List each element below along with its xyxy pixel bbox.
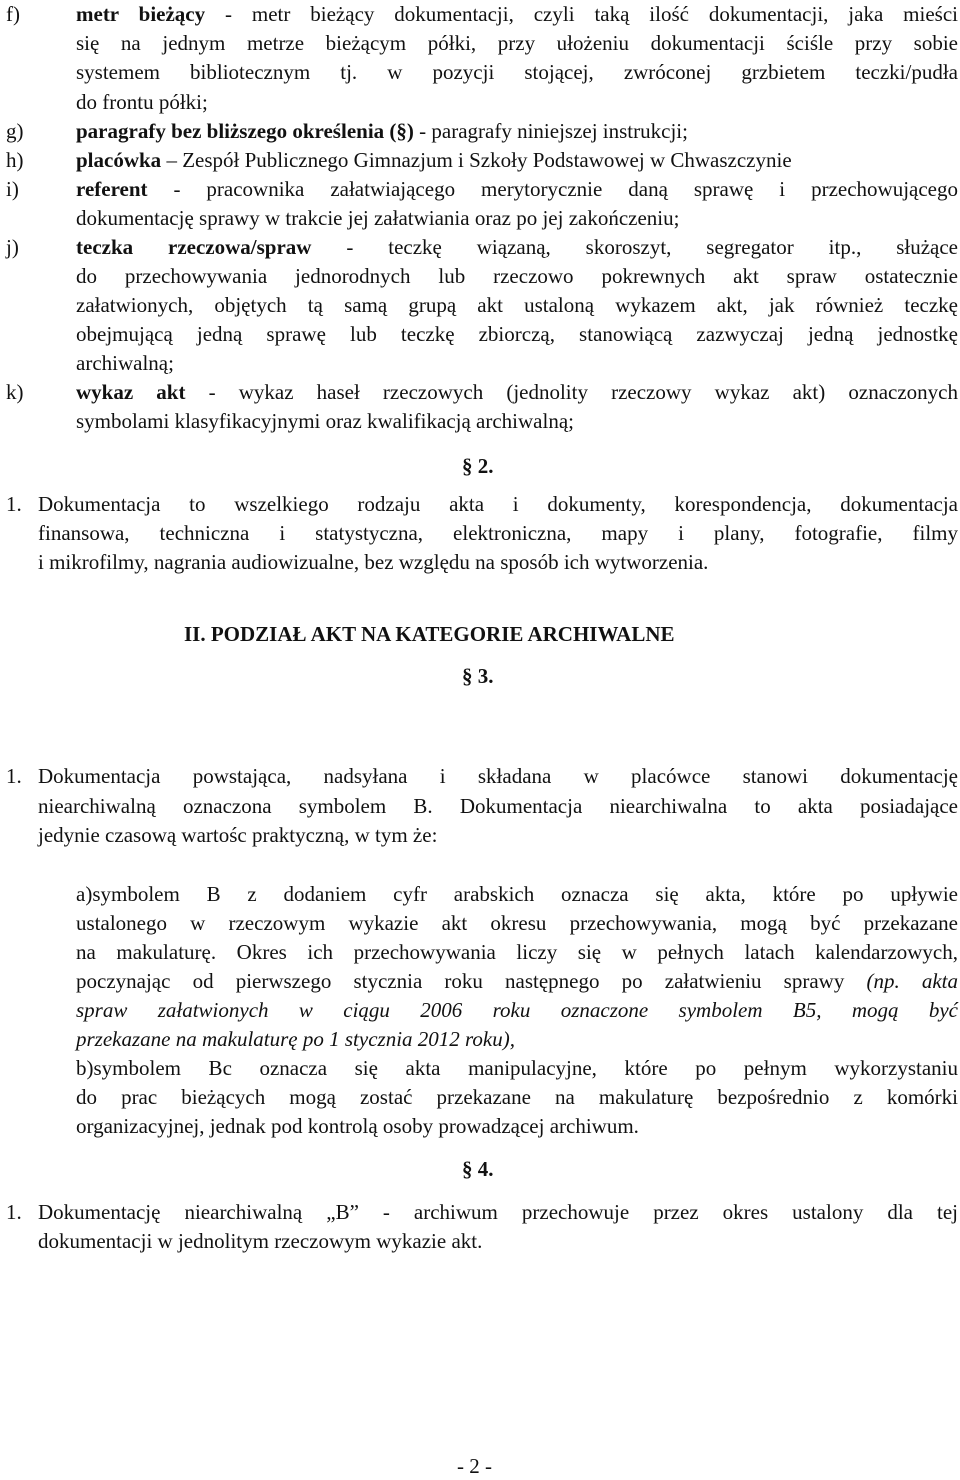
term-wykaz-akt: wykaz akt <box>76 380 186 404</box>
item-g-line <box>76 117 688 145</box>
item-label-h: h) <box>6 148 24 172</box>
item-k-line <box>76 378 958 406</box>
section-2-line: i mikrofilmy, nagrania audiowizualne, bez względu na sposób ich wytworzenia. <box>38 550 709 574</box>
item-k-text: - wykaz haseł rzeczowych (jednolity rzeczowy wykaz akt) oznaczonych <box>185 380 958 404</box>
term-teczka: teczka rzeczowa/spraw <box>76 235 312 259</box>
subitem-a-example: (np. akta <box>866 969 958 993</box>
item-f-text: - metr bieżący dokumentacji, czyli taką ilość dokumentacji, jaka mieści <box>205 2 958 26</box>
subitem-b-line: organizacyjnej, jednak pod kontrolą osoby prowadzącej archiwum. <box>76 1114 639 1138</box>
section-4-number: 1. <box>6 1200 22 1224</box>
item-j-line: obejmującą jedną sprawę lub teczkę zbiorczą, stanowiącą zazwyczaj jedną jednostkę <box>76 322 958 346</box>
item-k-line: symbolami klasyfikacyjnymi oraz kwalifikacją archiwalną; <box>76 409 574 433</box>
section-2-number: 1. <box>6 492 22 516</box>
section-heading-4: § 4. <box>462 1157 494 1181</box>
chapter-heading: II. PODZIAŁ AKT NA KATEGORIE ARCHIWALNE <box>184 622 675 646</box>
item-f-line: do frontu półki; <box>76 90 208 114</box>
section-3-line: Dokumentacja powstająca, nadsyłana i składana w placówce stanowi dokumentację <box>38 764 958 788</box>
item-f-line: systemem bibliotecznym tj. w pozycji stojącej, zwróconej grzbietem teczki/pudła <box>76 60 958 84</box>
subitem-b-line: b)symbolem Bc oznacza się akta manipulacyjne, które po pełnym wykorzystaniu <box>76 1056 958 1080</box>
item-label-j: j) <box>6 235 19 259</box>
item-j-line: archiwalną; <box>76 351 174 375</box>
section-3-line: niearchiwalną oznaczona symbolem B. Dokumentacja niearchiwalna to akta posiadające <box>38 794 958 818</box>
item-h-line <box>76 146 792 174</box>
subitem-a-line: ustalonego w rzeczowym wykazie akt okresu przechowywania, mogą być przekazane <box>76 911 958 935</box>
subitem-a-example-line: przekazane na makulaturę po 1 stycznia 2012 roku), <box>76 1027 515 1051</box>
subitem-b-line: do prac bieżących mogą zostać przekazane na makulaturę bezpośrednio z komórki <box>76 1085 958 1109</box>
subitem-a-text: poczynając od pierwszego stycznia roku następnego po załatwieniu sprawy <box>76 969 867 993</box>
item-i-text: - pracownika załatwiającego merytorycznie daną sprawę i przechowującego <box>147 177 958 201</box>
item-i-line <box>76 175 958 203</box>
term-metr-biezacy: metr bieżący <box>76 2 206 26</box>
section-2-line: finansowa, techniczna i statystyczna, elektroniczna, mapy i plany, fotografie, filmy <box>38 521 958 545</box>
item-label-i: i) <box>6 177 19 201</box>
item-h-text: – Zespół Publicznego Gimnazjum i Szkoły Podstawowej w Chwaszczynie <box>161 148 792 172</box>
section-2-line: Dokumentacja to wszelkiego rodzaju akta i dokumenty, korespondencja, dokumentacja <box>38 492 958 516</box>
subitem-a-example-line: spraw załatwionych w ciągu 2006 roku oznaczone symbolem B5, mogą być <box>76 998 958 1022</box>
subitem-a-line <box>76 967 958 995</box>
subitem-a-line: a)symbolem B z dodaniem cyfr arabskich oznacza się akta, które po upływie <box>76 882 958 906</box>
page-number: - 2 - <box>457 1454 492 1478</box>
item-j-line <box>76 233 958 261</box>
section-heading-2: § 2. <box>462 454 494 478</box>
item-g-text: - paragrafy niniejszej instrukcji; <box>413 119 688 143</box>
item-f-line: się na jednym metrze bieżącym półki, przy ułożeniu dokumentacji ściśle przy sobie <box>76 31 958 55</box>
item-label-f: f) <box>6 2 20 26</box>
section-3-number: 1. <box>6 764 22 788</box>
term-referent: referent <box>76 177 148 201</box>
item-f-line <box>76 0 958 28</box>
section-heading-3: § 3. <box>462 664 494 688</box>
section-4-line: dokumentacji w jednolitym rzeczowym wykazie akt. <box>38 1229 483 1253</box>
section-4-line: Dokumentację niearchiwalną „B” - archiwum przechowuje przez okres ustalony dla tej <box>38 1200 958 1224</box>
item-j-line: załatwionych, objętych tą samą grupą akt ustaloną wykazem akt, jak również teczkę <box>76 293 958 317</box>
item-i-line: dokumentację sprawy w trakcie jej załatwiania oraz po jej zakończeniu; <box>76 206 680 230</box>
item-label-g: g) <box>6 119 24 143</box>
item-j-text: - teczkę wiązaną, skoroszyt, segregator itp., służące <box>311 235 958 259</box>
term-paragrafy: paragrafy bez bliższego określenia (§) <box>76 119 414 143</box>
subitem-a-line: na makulaturę. Okres ich przechowywania liczy się w pełnych latach kalendarzowych, <box>76 940 958 964</box>
item-j-line: do przechowywania jednorodnych lub rzeczowo pokrewnych akt spraw ostatecznie <box>76 264 958 288</box>
term-placowka: placówka <box>76 148 162 172</box>
item-label-k: k) <box>6 380 24 404</box>
section-3-line: jedynie czasową wartośc praktyczną, w tym że: <box>38 823 438 847</box>
